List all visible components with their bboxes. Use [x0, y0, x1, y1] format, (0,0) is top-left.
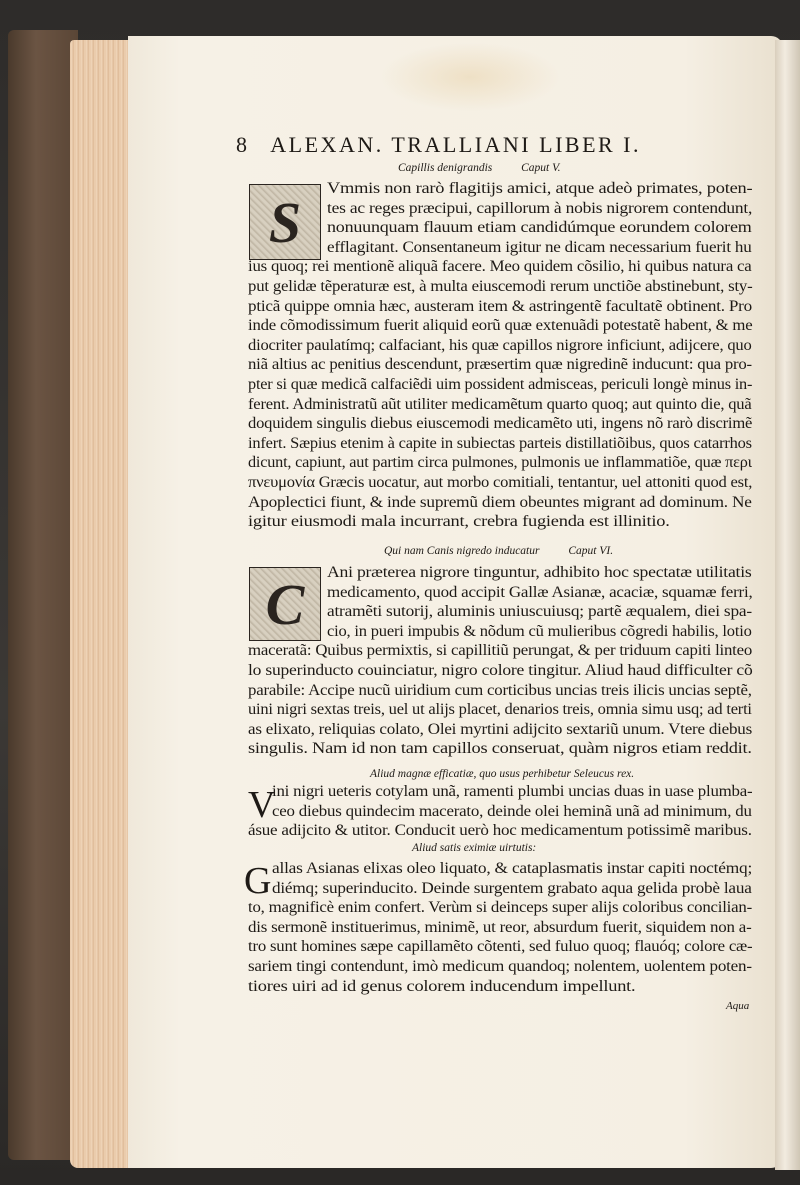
- text-line: put gelidæ tẽperaturæ est, à multa eiuscemodi rerum unctiõe abstinebunt, sty-: [248, 278, 753, 295]
- page-stain: [380, 42, 560, 112]
- initial-letter: V: [248, 784, 276, 826]
- section-heading: [412, 842, 536, 854]
- text-line: uini nigri sextas treis, uel ut alijs placet, denarios treis, omnia simu usq; ad terti: [248, 701, 752, 719]
- book-title: ALEXAN. TRALLIANI LIBER I.: [270, 132, 642, 157]
- text-line: as elixato, reliquias colato, Olei myrtini adijcito sextariũ unum. Vtere diebus: [248, 720, 753, 738]
- text-line: pter si quæ medicã calfaciẽdi uim possident admisceas, periculi longè minus in-: [248, 376, 753, 393]
- book-cover-edge: [8, 30, 78, 1160]
- text-line: Apoplectici fiunt, & inde supremũ diem obeuntes migrant ad dominum. Ne: [248, 493, 752, 511]
- initial-letter: G: [244, 860, 272, 902]
- text-line: niã altius ac penitius descendunt, præsertim quæ nigredinẽ inducunt: qua pro-: [248, 356, 752, 374]
- text-line: sariem tingi contendunt, imò medicum quandoq; nolentem, uolentem poten-: [248, 958, 752, 975]
- text-line: atramẽti sutorij, aluminis uniuscuiusq; partẽ æqualem, diei spa-: [327, 603, 752, 621]
- text-line: tiores uiri ad id genus colorem inducendum impellunt.: [248, 977, 636, 995]
- text-line: diocriter paulatímq; calfaciant, his quæ capillos nigrore inficiunt, adijcere, quo: [248, 336, 752, 354]
- chapter-title: Qui nam Canis nigredo inducatur: [384, 545, 540, 557]
- chapter-number: Caput VI.: [568, 545, 614, 557]
- right-page-edge: [775, 40, 800, 1170]
- chapter-title: Capillis denigrandis: [398, 162, 493, 174]
- chapter-number: Caput V.: [521, 162, 561, 174]
- decorated-initial: [249, 567, 321, 641]
- chapter-heading: [384, 545, 613, 557]
- text-line: parabile: Accipe nucũ uiridium cum corticibus uncias treis ilicis uncias septẽ,: [248, 681, 752, 699]
- text-line: infert. Sæpius etenim à capite in subiectas parteis distillatiõibus, quos catarrhos: [248, 434, 752, 452]
- text-line: pticã quippe omnia hæc, austeram item & astringentẽ facultatẽ obtinent. Pro: [248, 297, 752, 315]
- text-line: medicamento, quod accipit Gallæ Asianæ, acaciæ, squamæ ferri,: [327, 583, 753, 601]
- text-line: ferent. Administratũ aũt utiliter medicamẽtum quarto quoq; aut quinto die, quã: [248, 395, 752, 413]
- text-line: lo superinducto couinciatur, nigro colore tingitur. Aliud haud difficulter cõ: [248, 662, 753, 679]
- page-number: 8: [236, 132, 250, 157]
- text-line: nonuunquam flauum etiam candidúmque eorundem colorem: [327, 219, 752, 237]
- catchword: Aqua: [726, 1000, 750, 1012]
- text-line: tes ac reges præcipui, capillorum à nobis nigrorem contendunt,: [327, 199, 753, 217]
- section-title: Aliud magnæ efficatiæ, quo usus perhibetur Seleucus rex.: [370, 768, 635, 780]
- text-line: dis sermonẽ instituerimus, minimẽ, ut reor, absurdum fuerit, siquidem non a-: [248, 918, 752, 936]
- text-line: igitur eiusmodi mala incurrant, crebra fugienda est illinitio.: [248, 513, 670, 531]
- section-heading: [370, 768, 634, 780]
- decorated-initial: [249, 184, 321, 260]
- text-line: ceo diebus quindecim macerato, deinde olei heminã unã ad minimum, du: [272, 802, 752, 820]
- text-line: efflagitant. Consentaneum igitur ne dicam necessarium fuerit hu: [327, 238, 752, 256]
- text-line: singulis. Nam id non tam capillos conseruat, quàm nigros etiam reddit.: [248, 740, 752, 758]
- running-head: [236, 132, 641, 158]
- initial-letter: C: [265, 571, 305, 637]
- text-line: inde cõmodissimum fuerit aliquid eorũ quæ extenuãdi potestatẽ habent, & me: [248, 317, 753, 335]
- text-line: tro sunt homines sæpe capillamẽto cõtenti, sed fuluo quoq; flauóq; colore cæ-: [248, 938, 753, 956]
- text-line: ásue adijcito & utitor. Conducit uerò hoc medicamentum potissimẽ maribus.: [248, 822, 752, 840]
- text-line: doquidem singulis diebus eiuscemodi medicamẽto uti, ingens nõ rarò discrimẽ: [248, 415, 753, 433]
- text-line: allas Asianas elixas oleo liquato, & cataplasmatis instar capiti noctémq;: [272, 860, 753, 877]
- text-line: πνευμονία Græcis uocatur, aut morbo comitiali, tentantur, uel attoniti quod est,: [248, 474, 753, 491]
- text-line: ius quoq; rei mentionẽ aliquã facere. Meo quidem cõsilio, hi quibus natura ca: [248, 258, 752, 276]
- text-line: to, magnificè enim confert. Verùm si deinceps super alijs coloribus concilian-: [248, 899, 752, 917]
- text-line: diémq; superinducito. Deinde surgentem grabato aqua gelida probè laua: [272, 879, 752, 897]
- text-line: dicunt, capiunt, aut partim circa pulmones, pulmonis ue inflammatiõe, quæ περι: [248, 454, 752, 472]
- text-line: Vmmis non rarò flagitijs amici, atque adeò primates, poten-: [327, 180, 753, 197]
- text-line: ini nigri ueteris cotylam unã, ramenti plumbi uncias duas in uase plumba-: [272, 783, 753, 800]
- text-line: Ani præterea nigrore tinguntur, adhibito hoc spectatæ utilitatis: [327, 564, 752, 581]
- text-line: maceratã: Quibus permixtis, si capillitiũ perungat, & per triduum capiti linteo: [248, 642, 753, 660]
- section-title: Aliud satis eximiæ uirtutis:: [412, 842, 537, 854]
- chapter-heading: [398, 162, 561, 174]
- text-line: cio, in pueri impubis & nõdum cũ mulieribus cõgredi habilis, lotio: [327, 622, 752, 640]
- initial-letter: S: [268, 189, 302, 255]
